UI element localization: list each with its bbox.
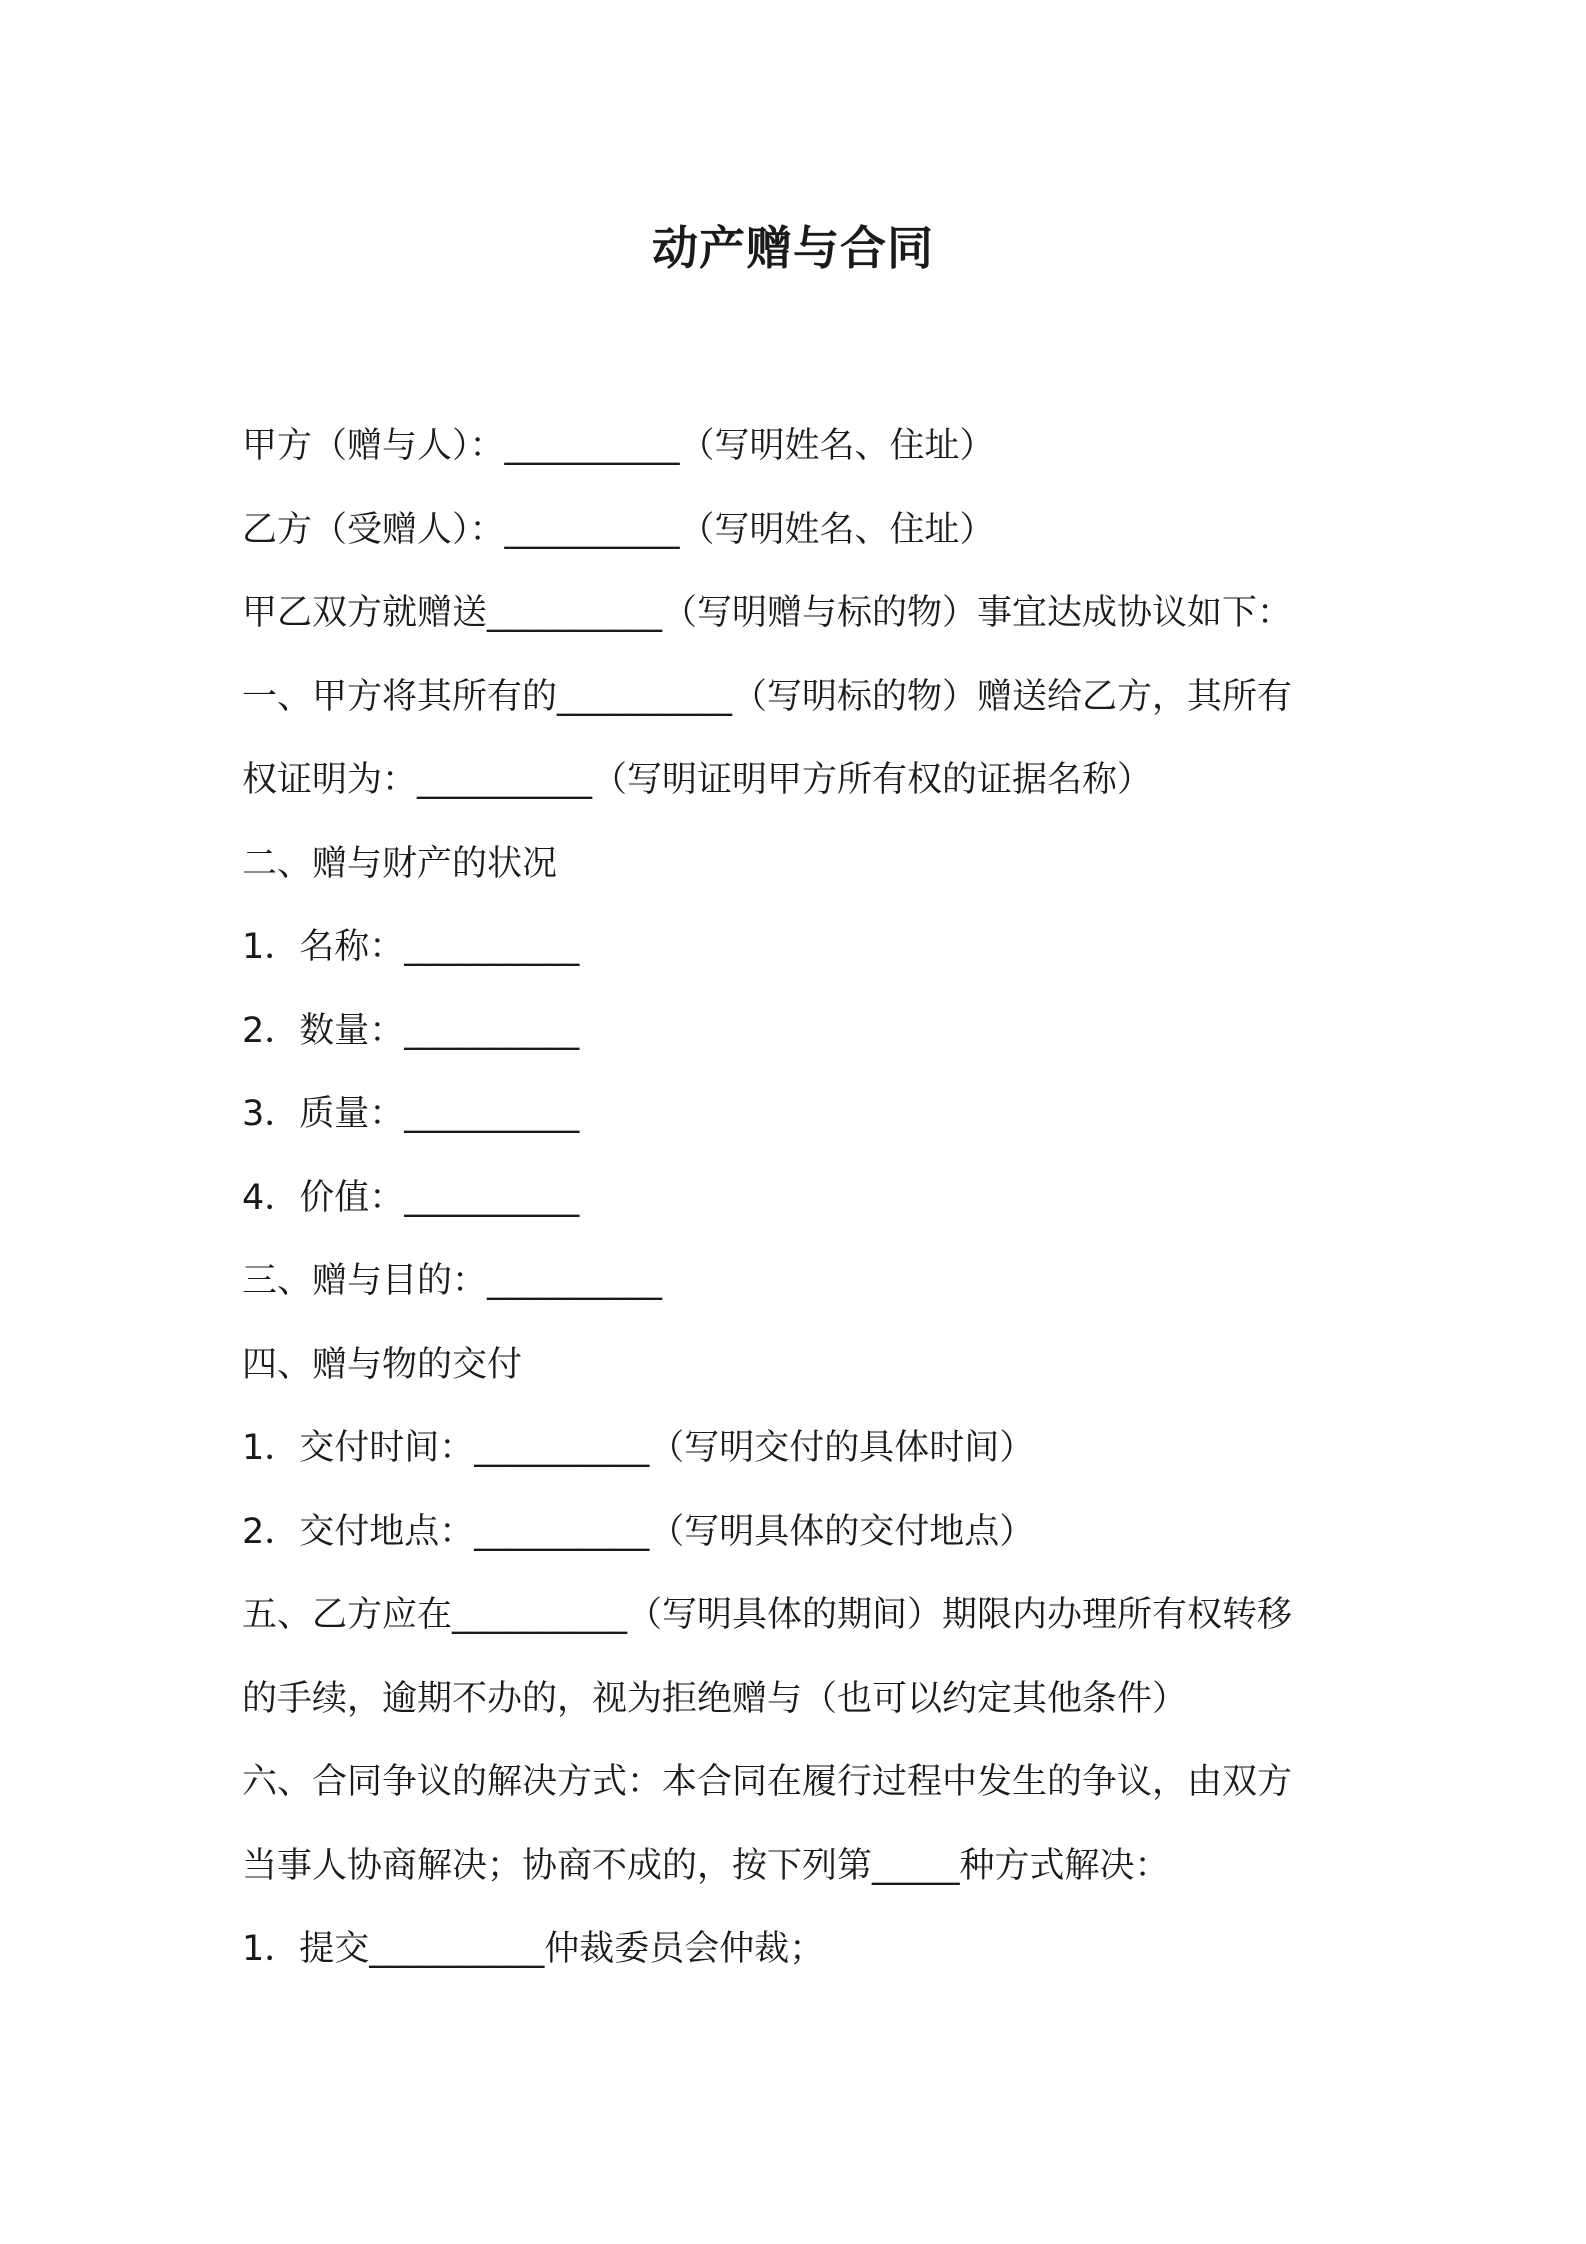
party-b-line: 乙方（受赠人）：__________（写明姓名、住址） bbox=[242, 509, 995, 550]
clause-2-item-name: 1．名称：__________ bbox=[242, 927, 580, 967]
clause-2-heading: 二、赠与财产的状况 bbox=[242, 843, 558, 884]
clause-6-line-1: 六、合同争议的解决方式：本合同在履行过程中发生的争议，由双方 bbox=[242, 1762, 1293, 1802]
clause-2-item-value: 4．价值：__________ bbox=[242, 1177, 580, 1218]
clause-5-line-1: 五、乙方应在__________（写明具体的期间）期限内办理所有权转移 bbox=[242, 1595, 1293, 1635]
clause-2-item-quality: 3．质量：__________ bbox=[242, 1094, 580, 1134]
clause-2-item-quantity: 2．数量：__________ bbox=[242, 1010, 580, 1051]
clause-3-line: 三、赠与目的：__________ bbox=[242, 1261, 663, 1301]
clause-6-line-2: 当事人协商解决；协商不成的，按下列第_____种方式解决： bbox=[242, 1845, 1170, 1886]
contract-body bbox=[242, 405, 1362, 1992]
agreement-intro-line: 甲乙双方就赠送__________（写明赠与标的物）事宜达成协议如下： bbox=[242, 593, 1293, 633]
party-a-line: 甲方（赠与人）：__________（写明姓名、住址） bbox=[242, 426, 995, 466]
clause-4-item-time: 1．交付时间：__________（写明交付的具体时间） bbox=[242, 1428, 1035, 1468]
clause-5-line-2: 的手续，逾期不办的，视为拒绝赠与（也可以约定其他条件） bbox=[242, 1678, 1188, 1719]
clause-4-heading: 四、赠与物的交付 bbox=[242, 1344, 523, 1385]
clause-1-line-1: 一、甲方将其所有的__________（写明标的物）赠送给乙方，其所有 bbox=[242, 676, 1293, 717]
document-title: 动产赠与合同 bbox=[652, 221, 934, 275]
clause-4-item-place: 2．交付地点：__________（写明具体的交付地点） bbox=[242, 1511, 1035, 1552]
clause-1-line-2: 权证明为：__________（写明证明甲方所有权的证据名称） bbox=[242, 760, 1153, 800]
clause-6-item-arbitration: 1．提交__________仲裁委员会仲裁； bbox=[242, 1929, 825, 1969]
